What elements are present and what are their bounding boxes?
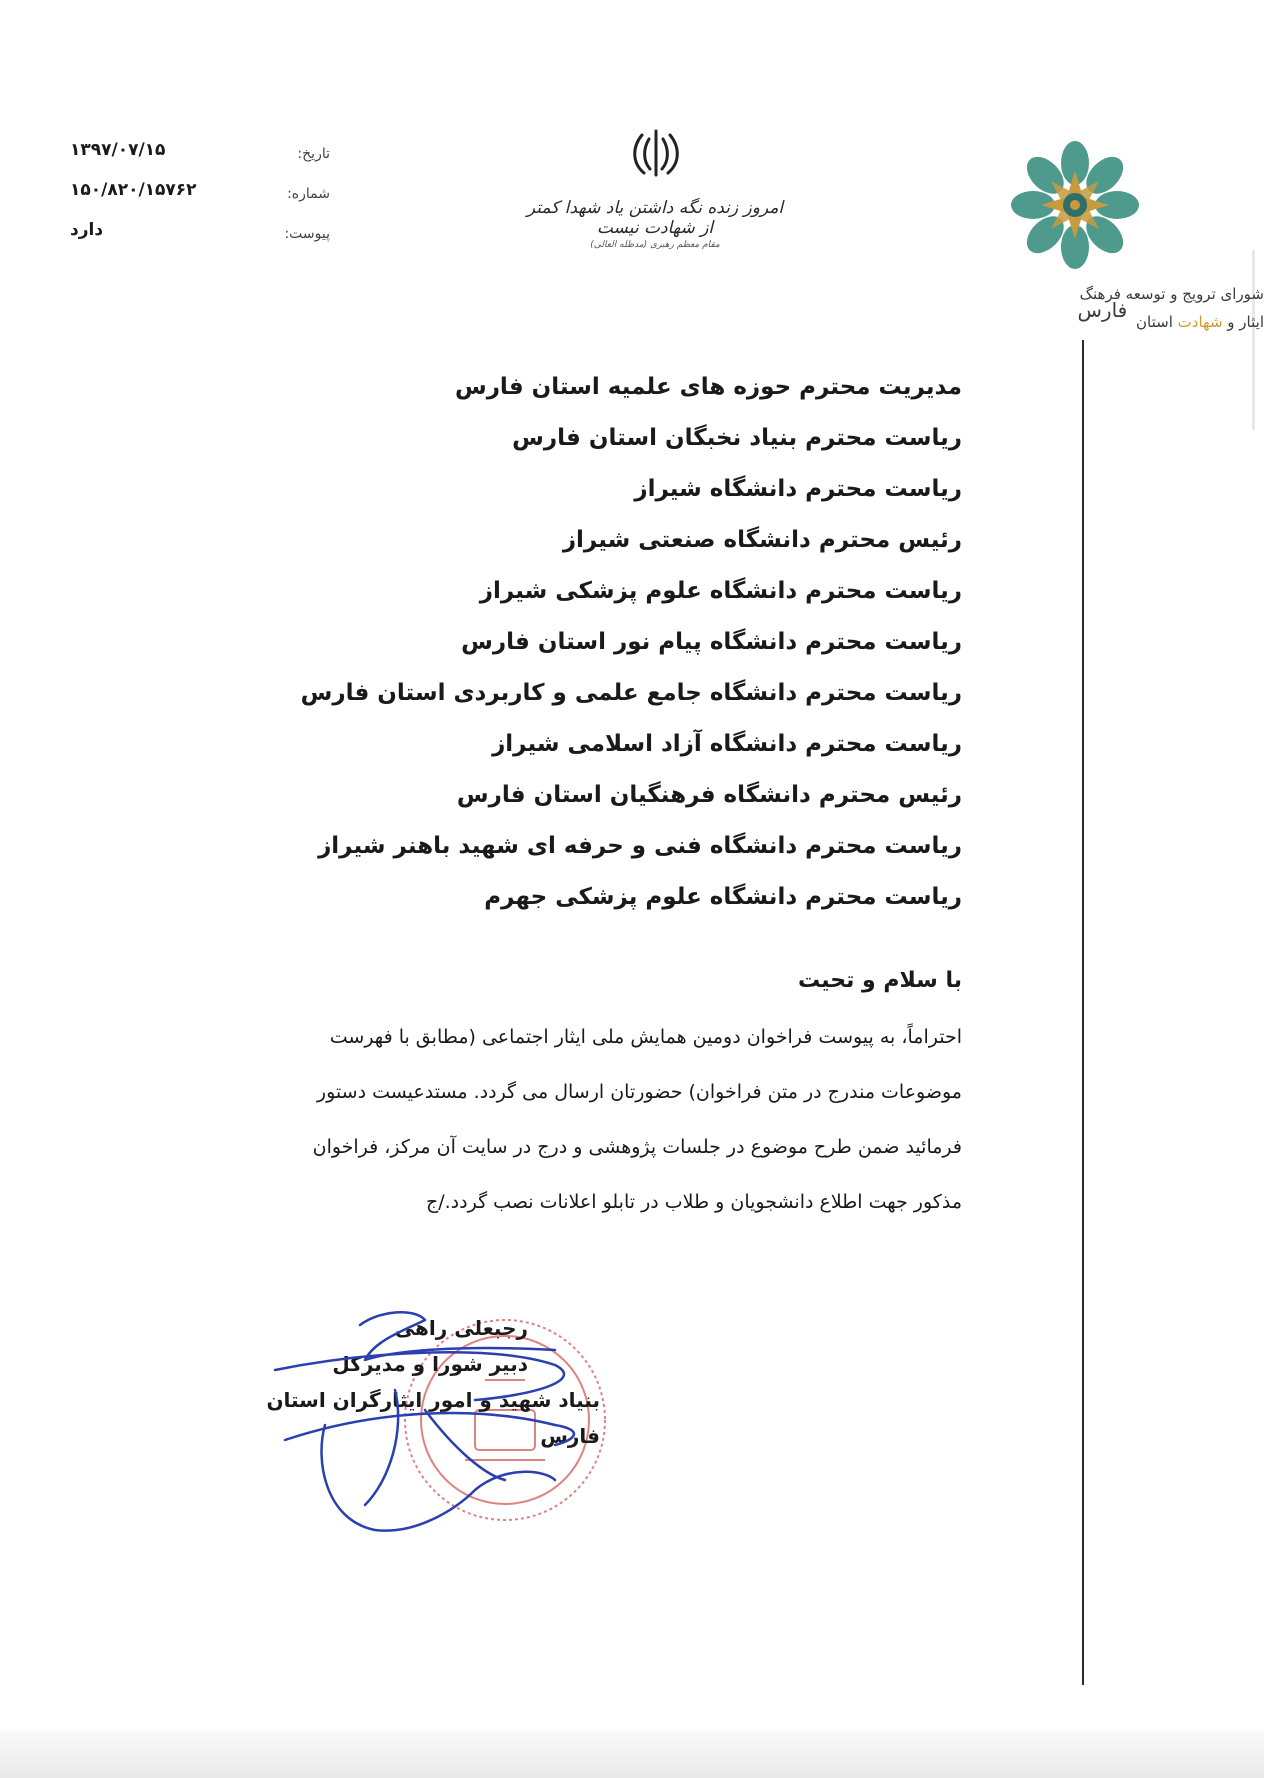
signer-title: دبیر شورا و مدیرکل — [332, 1352, 528, 1376]
letter-body — [120, 1010, 962, 1230]
greeting: با سلام و تحیت — [797, 968, 962, 993]
slogan-attribution: مقام معظم رهبری (مدظله العالی) — [590, 240, 720, 250]
body-line: مذکور جهت اطلاع دانشجویان و طلاب در تابلو اعلانات نصب گردد./ج — [425, 1191, 962, 1213]
council-name-part-c: استان — [1136, 313, 1173, 331]
council-name-part-d: فارس — [1077, 298, 1128, 322]
body-line: موضوعات مندرج در متن فراخوان) حضورتان ارسال می گردد. مستدعیست دستور — [316, 1081, 962, 1103]
recipient-line: ریاست محترم دانشگاه فنی و حرفه ای شهید باهنر شیراز — [318, 833, 962, 859]
recipient-line: ریاست محترم دانشگاه جامع علمی و کاربردی استان فارس — [300, 680, 962, 706]
council-name-part-b: شهادت — [1177, 313, 1223, 331]
handwritten-signature-icon — [255, 1290, 655, 1540]
council-name-part-a: ایثار و — [1227, 313, 1264, 331]
body-line: فرمائید ضمن طرح موضوع در جلسات پژوهشی و درج در سایت آن مرکز، فراخوان — [312, 1136, 962, 1158]
recipient-line: ریاست محترم دانشگاه پیام نور استان فارس — [461, 629, 962, 655]
scan-bottom-shade — [0, 1730, 1264, 1778]
recipient-line: رئیس محترم دانشگاه فرهنگیان استان فارس — [456, 782, 962, 808]
national-emblem-icon — [628, 125, 684, 181]
recipient-line: رئیس محترم دانشگاه صنعتی شیراز — [562, 527, 962, 553]
slogan: امروز زنده نگه داشتن یاد شهدا کمتر از شهادت نیست — [526, 198, 784, 238]
number-label: شماره: — [287, 186, 330, 202]
council-name — [974, 281, 1264, 335]
recipient-line: ریاست محترم دانشگاه علوم پزشکی جهرم — [484, 884, 962, 910]
signer-organization: بنیاد شهید و امور ایثارگران استان فارس — [266, 1388, 600, 1448]
council-logo-icon — [1005, 135, 1145, 275]
number-value: ۱۵۰/۸۲۰/۱۵۷۶۲ — [70, 180, 197, 200]
letter-meta — [60, 140, 330, 260]
body-line: احتراماً، به پیوست فراخوان دومین همایش ملی ایثار اجتماعی (مطابق با فهرست — [329, 1026, 962, 1048]
recipient-line: مدیریت محترم حوزه های علمیه استان فارس — [454, 374, 962, 400]
date-label: تاریخ: — [297, 146, 330, 162]
recipient-list — [300, 362, 962, 923]
margin-rule — [1082, 340, 1084, 1685]
council-name-line1: شورای ترویج و توسعه فرهنگ — [1079, 285, 1264, 303]
date-value: ۱۳۹۷/۰۷/۱۵ — [70, 140, 166, 160]
signer-name: رجبعلی راهی — [394, 1316, 528, 1340]
recipient-line: ریاست محترم دانشگاه علوم پزشکی شیراز — [479, 578, 962, 604]
scan-edge-mark — [1252, 250, 1255, 430]
attachment-label: پیوست: — [284, 226, 330, 242]
attachment-value: دارد — [70, 220, 104, 240]
recipient-line: ریاست محترم دانشگاه آزاد اسلامی شیراز — [492, 731, 962, 757]
recipient-line: ریاست محترم دانشگاه شیراز — [634, 476, 962, 502]
recipient-line: ریاست محترم بنیاد نخبگان استان فارس — [512, 425, 962, 451]
